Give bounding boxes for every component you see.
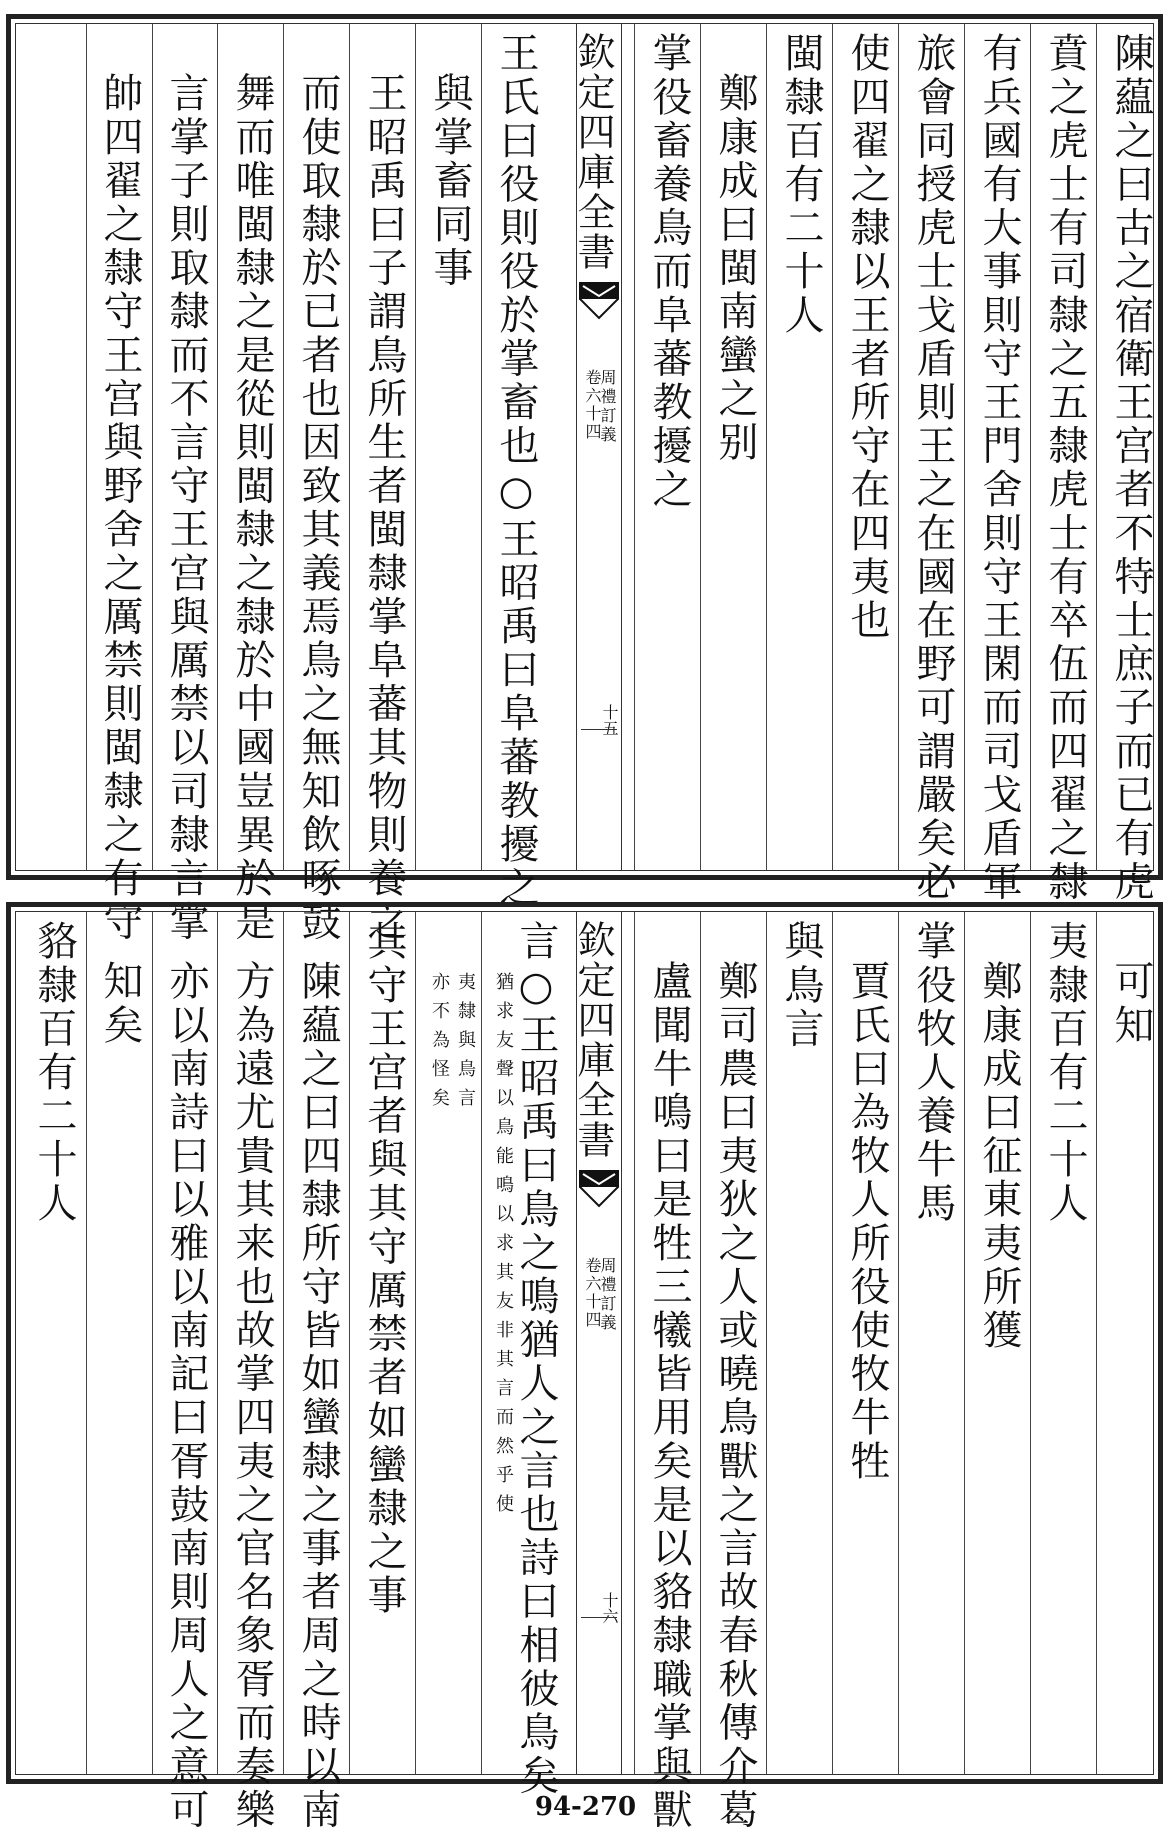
column-rule [481,912,482,1774]
center-fold [571,24,622,870]
column-rule [152,912,153,1774]
column-rule [349,912,350,1774]
text-column: 王氏曰役則役於掌畜也○王昭禹曰阜蕃教擾之 [493,32,539,910]
column-rule [832,912,833,1774]
book-title: 欽定四庫全書 [571,32,615,272]
text-column: 有兵國有大事則守王門舍則守王閑而司戈盾軍 [976,32,1022,904]
text-column: 王昭禹曰子謂鳥所生者閩隸掌阜蕃其物則養之 [361,72,407,944]
text-column: 使四翟之隸以王者所守在四夷也 [844,32,890,643]
text-column: 閩隸百有二十人 [778,32,824,338]
column-rule [217,24,218,870]
volume-number: 卷六十四 [583,1257,602,1329]
page-number-rule [581,729,617,730]
text-column: 夷隸百有二十人 [1042,920,1088,1226]
text-column: 而使取隸於已者也因致其義焉鳥之無知飲啄鼓 [295,72,341,944]
text-column: 貉隸百有二十人 [31,920,77,1226]
text-column: 陳藴之曰古之宿衛王宫者不特士庶子而已有虎 [1108,32,1154,904]
column-rule [86,912,87,1774]
column-rule [964,912,965,1774]
book-name: 周禮訂義 [598,1257,617,1333]
page-number: 十五 [600,704,619,736]
annotation-column: 亦不為怪矣 [429,972,450,1117]
column-rule [283,912,284,1774]
column-rule [898,912,899,1774]
fishtail-mark-icon [579,282,619,324]
text-column: 帥四翟之隸守王宫與野舍之厲禁則閩隸之有守 [97,72,143,944]
annotation-column: 猶求友聲以鳥能鳴以求其友非其言而然乎使 [493,972,514,1523]
text-column: 掌役牧人養牛馬 [910,920,956,1226]
column-rule [964,24,965,870]
upper-page-frame [15,23,1154,944]
text-column: 知矣 [97,960,143,1048]
page-number-rule [581,1617,617,1618]
column-rule [481,24,482,870]
column-rule [634,912,635,1774]
column-rule [415,912,416,1774]
column-rule [1096,912,1097,1774]
column-rule [832,24,833,870]
text-column: 陳藴之曰四隸所守皆如蠻隸之事者周之時以南 [295,960,341,1832]
text-column: 盧聞牛鳴曰是牲三犧皆用矣是以貉隸職掌與獸 [646,960,692,1832]
text-column: 亦以南詩曰以雅以南記曰胥鼓南則周人之意可 [163,960,209,1832]
column-rule [349,24,350,870]
column-rule [898,24,899,870]
column-rule [634,24,635,870]
text-column: 與鳥言 [778,920,824,1051]
text-column: 鄭康成曰征東夷所獲 [976,960,1022,1353]
text-column: 賁之虎士有司隸之五隸虎士有卒伍而四翟之隸 [1042,32,1088,904]
text-column: 其守王宫者與其守厲禁者如蠻隸之事 [361,920,407,1618]
text-column: 言掌子則取隸而不言守王宫與厲禁以司隸言掌 [163,72,209,944]
center-fold [571,912,622,1774]
text-column: 賈氏曰為牧人所役使牧牛牲 [844,960,890,1484]
volume-number: 卷六十四 [583,369,602,441]
text-column: 鄭司農曰夷狄之人或曉鳥獸之言故春秋傳介葛 [712,960,758,1832]
text-column: 鄭康成曰閩南蠻之别 [712,72,758,465]
column-rule [766,912,767,1774]
text-column: 言○王昭禹曰鳥之鳴猶人之言也詩曰相彼鳥矣 [513,920,559,1798]
text-column: 與掌畜同事 [427,72,473,290]
column-rule [1030,24,1031,870]
fishtail-mark-icon [579,1170,619,1212]
book-name: 周禮訂義 [598,369,617,445]
annotation-column: 夷隸與鳥言 [455,972,476,1117]
column-rule [700,24,701,870]
upper-page [6,14,1163,944]
column-rule [766,24,767,870]
text-column: 可知 [1108,960,1154,1048]
page-number: 十六 [600,1592,619,1624]
column-rule [1096,24,1097,870]
text-column: 方為遠尤貴其来也故掌四夷之官名象胥而奏樂 [229,960,275,1832]
column-rule [1030,912,1031,1774]
text-column: 舞而唯閩隸之是從則閩隸之隸於中國豈異於是 [229,72,275,944]
book-title: 欽定四庫全書 [571,920,615,1160]
column-rule [152,24,153,870]
text-column: 掌役畜養鳥而阜蕃教擾之 [646,32,692,512]
page-label: 94-270 [534,1792,637,1822]
column-rule [86,24,87,870]
column-rule [700,912,701,1774]
column-rule [217,912,218,1774]
column-rule [283,24,284,870]
text-column: 旅會同授虎士戈盾則王之在國在野可謂嚴矣必 [910,32,956,904]
column-rule [415,24,416,870]
